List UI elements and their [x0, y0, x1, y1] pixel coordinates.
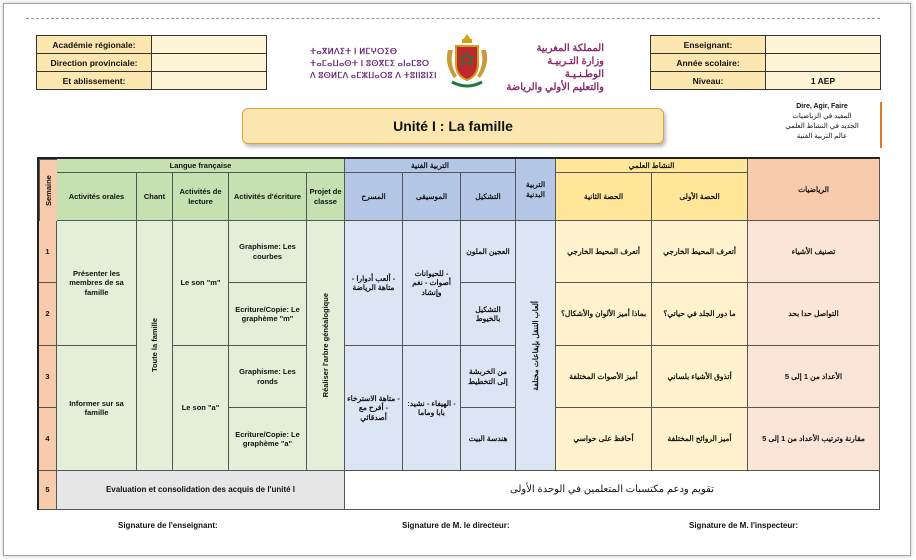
annee-value[interactable]	[766, 54, 881, 72]
ecriture-cell: Graphisme: Les courbes	[229, 221, 307, 283]
week-number: 2	[39, 283, 57, 346]
chant-text: Toute la famille	[149, 318, 159, 373]
etablissement-value[interactable]	[152, 72, 267, 90]
group-artistic: التربية الفنية	[345, 159, 516, 173]
math-cell: التواصل حدا بحد	[748, 283, 880, 346]
direction-label: Direction provinciale:	[37, 54, 152, 72]
col-orales: Activités orales	[57, 173, 137, 221]
col-ecriture: Activités d'écriture	[229, 173, 307, 221]
reference-2: المفيد في الرياضيات	[792, 113, 852, 120]
niveau-value[interactable]: 1 AEP	[766, 72, 881, 90]
moroccan-coat-of-arms-icon	[442, 30, 492, 90]
signature-inspecteur: Signature de M. l'inspecteur:	[689, 521, 799, 530]
col-musique: الموسيقى	[403, 173, 461, 221]
projet-cell	[307, 221, 345, 471]
annee-label: Année scolaire:	[651, 54, 766, 72]
ar-line-2: وزارة التـربيـة الوطـنـيـة	[547, 56, 604, 80]
physical-cell	[516, 221, 556, 471]
top-divider	[26, 18, 880, 19]
group-math: الرياضيات	[748, 159, 880, 221]
evaluation-ar: تقويم ودعم مكتسبات المتعلمين في الوحدة الأولى	[345, 471, 880, 510]
musique-cell: - للحيوانات أصوات - نغم وإنشاد	[403, 221, 461, 346]
reference-1: Dire, Agir, Faire	[796, 103, 848, 110]
lecture-cell: Le son "m"	[173, 221, 229, 346]
group-science: النشاط العلمي	[556, 159, 748, 173]
math-cell: تصنيف الأشياء	[748, 221, 880, 283]
lecture-cell: Le son "a"	[173, 346, 229, 471]
ecriture-cell: Graphisme: Les ronds	[229, 346, 307, 408]
week-number: 3	[39, 346, 57, 408]
reference-4: عالم التربية الفنية	[796, 133, 848, 140]
science2-cell: أحافظ على حواسي	[556, 408, 652, 471]
science1-cell: أتذوق الأشياء بلساني	[652, 346, 748, 408]
tif-line-3: ⴷ ⵓⵙⵍⵎⴷ ⴰⵎⵣⵡⴰⵔⵓ ⴷ ⵜⵓⵏⵏⵓⵏⵉⵏ	[310, 71, 437, 80]
tashkil-cell: هندسة البيت	[461, 408, 516, 471]
col-science-1: الحصة الأولى	[652, 173, 748, 221]
chant-cell	[137, 221, 173, 471]
tashkil-cell: من الخربشة إلى التخطيط	[461, 346, 516, 408]
science2-cell: بماذا أميز الألوان والأشكال؟	[556, 283, 652, 346]
tashkil-cell: العجين الملون	[461, 221, 516, 283]
ar-line-1: المملكة المغربية	[536, 43, 604, 54]
science2-cell: أميز الأصوات المختلفة	[556, 346, 652, 408]
signature-enseignant: Signature de l'enseignant:	[118, 521, 218, 530]
math-cell: الأعداد من 1 إلى 5	[748, 346, 880, 408]
col-lecture: Activités de lecture	[173, 173, 229, 221]
header-left-table	[36, 35, 267, 90]
ministry-arabic	[506, 42, 604, 94]
col-chant: Chant	[137, 173, 173, 221]
tif-line-1: ⵜⴰⴳⵍⴷⵉⵜ ⵏ ⵍⵎⵖⵔⵉⴱ	[310, 47, 398, 56]
tashkil-cell: التشكيل بالخيوط	[461, 283, 516, 346]
unit-title: Unité I : La famille	[242, 108, 664, 144]
evaluation-fr: Evaluation et consolidation des acquis de l'unité I	[57, 471, 345, 510]
enseignant-label: Enseignant:	[651, 36, 766, 54]
group-physical: التربية البدنية	[516, 159, 556, 221]
oral-activity: Présenter les membres de sa famille	[57, 221, 137, 346]
col-science-2: الحصة الثانية	[556, 173, 652, 221]
tif-line-2: ⵜⴰⵎⴰⵡⴰⵙⵜ ⵏ ⵓⵙⴳⵎⵉ ⴰⵏⴰⵎⵓⵔ	[310, 59, 430, 68]
physical-text: ألعاب التنقل بإيقاعات مختلفة	[530, 300, 540, 391]
oral-activity: Informer sur sa famille	[57, 346, 137, 471]
week-number: 1	[39, 221, 57, 283]
ecriture-cell: Ecriture/Copie: Le graphème "m"	[229, 283, 307, 346]
academie-value[interactable]	[152, 36, 267, 54]
niveau-label: Niveau:	[651, 72, 766, 90]
ecriture-cell: Ecriture/Copie: Le graphème "a"	[229, 408, 307, 471]
col-semaine-header: Semaine	[39, 159, 57, 221]
reference-3: الجديد في النشاط العلمي	[785, 123, 859, 130]
enseignant-value[interactable]	[766, 36, 881, 54]
col-tashkil: التشكيل	[461, 173, 516, 221]
theatre-cell: - متاهة الاسترخاء - أفرح مع أصدقائي	[345, 346, 403, 471]
theatre-cell: - ألعب أدوارا - متاهة الرياضة	[345, 221, 403, 346]
col-theatre: المسرح	[345, 173, 403, 221]
science1-cell: أتعرف المحيط الخارجي	[652, 221, 748, 283]
math-cell: مقارنة وترتيب الأعداد من 1 إلى 5	[748, 408, 880, 471]
signature-directeur: Signature de M. le directeur:	[402, 521, 510, 530]
science2-cell: أتعرف المحيط الخارجي	[556, 221, 652, 283]
direction-value[interactable]	[152, 54, 267, 72]
header-right-table	[650, 35, 881, 90]
planning-grid	[37, 157, 880, 510]
science1-cell: أميز الروائح المختلفة	[652, 408, 748, 471]
academie-label: Académie régionale:	[37, 36, 152, 54]
group-langue: Langue française	[57, 159, 345, 173]
projet-text: Réaliser l'arbre généalogique	[320, 293, 330, 398]
week-number: 4	[39, 408, 57, 471]
col-projet: Projet de classe	[307, 173, 345, 221]
science1-cell: ما دور الجلد في حياتي؟	[652, 283, 748, 346]
ministry-tifinagh	[310, 46, 437, 82]
ar-line-3: والتعليم الأولي والرياضة	[506, 82, 604, 93]
etablissement-label: Et ablissement:	[37, 72, 152, 90]
references-box	[764, 102, 882, 148]
musique-cell: - الهيفاء - نشيد: بابا وماما	[403, 346, 461, 471]
week-number: 5	[39, 471, 57, 510]
